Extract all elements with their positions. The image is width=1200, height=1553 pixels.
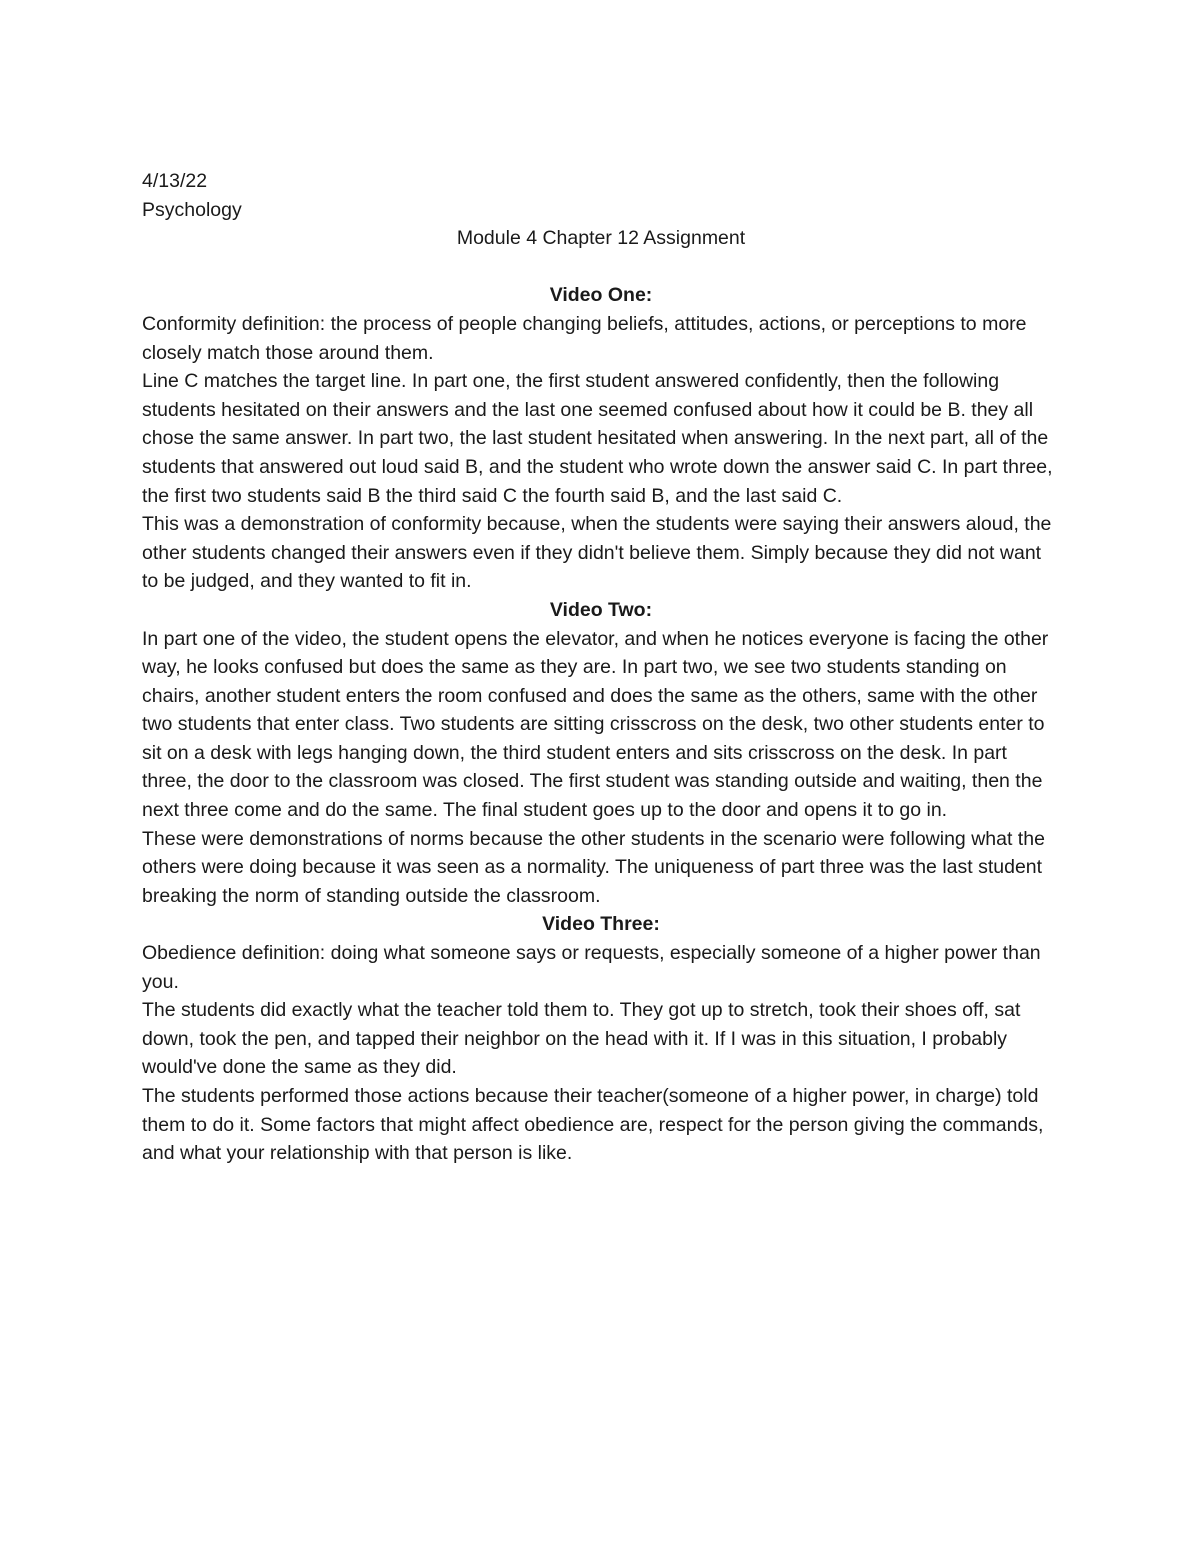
video-two-paragraph: These were demonstrations of norms because the other students in the scenario were following what the others were doing because it was seen as a normality. The uniqueness of part three was the last student breaking the norm of standing outside the classroom.: [142, 827, 1045, 907]
document-subject: Psychology: [142, 198, 242, 221]
video-three-paragraph: Obedience definition: doing what someone says or requests, especially someone of a higher power than you.: [142, 942, 1041, 993]
spacer: [142, 253, 1060, 282]
video-one-paragraph: This was a demonstration of conformity because, when the students were saying their answers aloud, the other students changed their answers even if they didn't believe them. Simply because they did not want to be judged, and they wanted to fit in.: [142, 513, 1052, 593]
section-heading-video-two: Video Two:: [549, 598, 653, 621]
document-title: Module 4 Chapter 12 Assignment: [456, 227, 746, 250]
video-two-paragraph: In part one of the video, the student opens the elevator, and when he notices everyone is facing the other way, he looks confused but does the same as they are. In part two, we see two students standing on chairs, another student enters the room confused and does the same as the others, same with the other two students that enter class. Two students are sitting crisscross on the desk, two other students enter to sit on a desk with legs hanging down, the third student enters and sits crisscross on the desk. In part three, the door to the classroom was closed. The first student was standing outside and waiting, then the next three come and do the same. The final student goes up to the door and opens it to go in.: [142, 627, 1049, 822]
section-heading-video-three: Video Three:: [542, 913, 660, 936]
video-one-paragraph: Conformity definition: the process of people changing beliefs, attitudes, actions, or perceptions to more closely match those around them.: [142, 312, 1027, 364]
section-heading-video-one: Video One:: [549, 284, 653, 307]
video-three-paragraph: The students performed those actions because their teacher(someone of a higher power, in charge) told them to do it. Some factors that might affect obedience are, respect for the person giving the commands, and what your relationship with that person is like.: [142, 1085, 1044, 1165]
video-one-paragraph: Line C matches the target line. In part one, the first student answered confidently, then the following students hesitated on their answers and the last one seemed confused about how it could be B. they all chose the same answer. In part two, the last student hesitated when answering. In the next part, all of the students that answered out loud said B, and the student who wrote down the answer said C. In part three, the first two students said B the third said C the fourth said B, and the last said C.: [142, 370, 1053, 507]
video-three-paragraph: The students did exactly what the teacher told them to. They got up to stretch, took their shoes off, sat down, took the pen, and tapped their neighbor on the head with it. If I was in this situation, I probably would've done the same as they did.: [142, 999, 1021, 1079]
document-date: 4/13/22: [142, 170, 208, 192]
document-page: [142, 167, 1060, 1168]
